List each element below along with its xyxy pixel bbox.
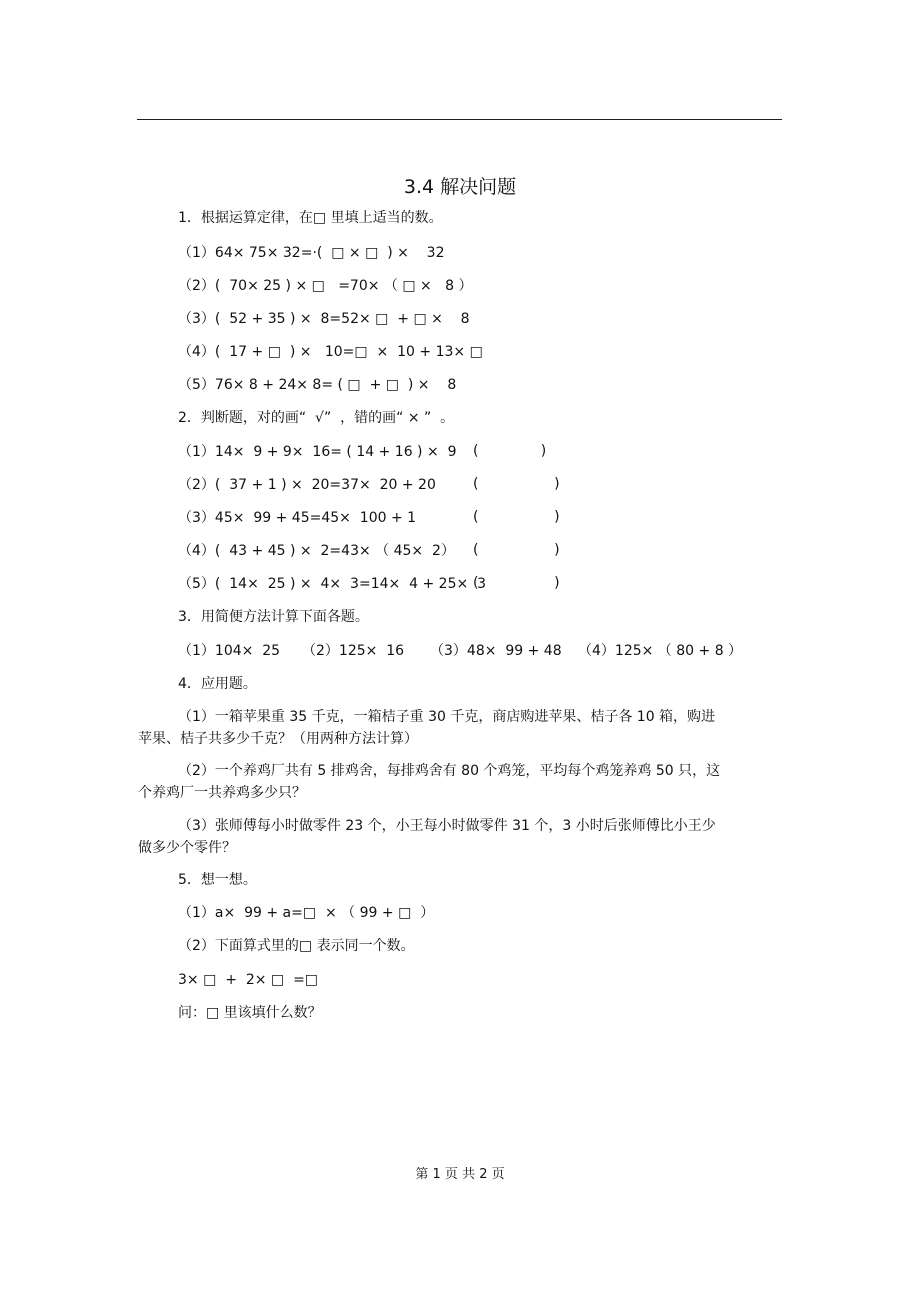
section2-answer-blank-5: ( ) — [473, 575, 560, 591]
section4-heading: 4．应用题。 — [178, 676, 257, 692]
section1-item-3: （3）( 52 + 35 ) × 8=52× □ + □ × 8 — [178, 311, 470, 327]
section2-answer-blank-1: ( ) — [473, 443, 547, 459]
section1-item-1: （1）64× 75× 32=·( □ × □ ) × 32 — [178, 245, 445, 261]
section4-problem-1-line1: （1）一箱苹果重 35 千克，一箱桔子重 30 千克，商店购进苹果、桔子各 10 箱，购进 — [178, 709, 716, 725]
section4-problem-3 — [138, 815, 782, 859]
section3-item-4: （4）125× （ 80 + 8 ） — [578, 643, 743, 659]
page-footer: 第 1 页 共 2 页 — [415, 1167, 505, 1182]
section2-item-2: （2）( 37 + 1 ) × 20=37× 20 + 20 — [178, 477, 436, 493]
section4-problem-3-line1: （3）张师傅每小时做零件 23 个，小王每小时做零件 31 个，3 小时后张师傅比小王少 — [178, 818, 716, 834]
section4-problem-2-line2: 个养鸡厂一共养鸡多少只？ — [138, 785, 306, 801]
section1-item-4: （4）( 17 + □ ) × 10=□ × 10 + 13× □ — [178, 344, 483, 360]
section3-item-3: （3）48× 99 + 48 — [430, 643, 562, 659]
section2-item-3: （3）45× 99 + 45=45× 100 + 1 — [178, 510, 417, 526]
section3-heading: 3．用简便方法计算下面各题。 — [178, 609, 369, 625]
section2-answer-blank-2: ( ) — [473, 476, 560, 492]
section2-item-4: （4）( 43 + 45 ) × 2=43× （ 45× 2） — [178, 543, 455, 559]
section5-item-1: （1）a× 99 + a=□ × （ 99 + □ ） — [178, 905, 435, 921]
section5-item-2: （2）下面算式里的□ 表示同一个数。 — [178, 938, 415, 954]
section2-item-1: （1）14× 9 + 9× 16= ( 14 + 16 ) × 9 — [178, 444, 457, 460]
section2-answer-blank-4: ( ) — [473, 542, 560, 558]
section1-item-5: （5）76× 8 + 24× 8= ( □ + □ ) × 8 — [178, 377, 457, 393]
section2-item-5: （5）( 14× 25 ) × 4× 3=14× 4 + 25× 3 — [178, 576, 487, 592]
section2-heading: 2．判断题，对的画“ √” ，错的画“ × ” 。 — [178, 410, 455, 426]
section4-problem-2-line1: （2）一个养鸡厂共有 5 排鸡舍，每排鸡舍有 80 个鸡笼，平均每个鸡笼养鸡 50 只，这 — [178, 763, 721, 779]
section5-heading: 5．想一想。 — [178, 872, 257, 888]
page-title: 3.4 解决问题 — [403, 176, 517, 198]
section2-answer-blank-3: ( ) — [473, 509, 560, 525]
section4-problem-1 — [138, 706, 782, 750]
section4-problem-1-line2: 苹果、桔子共多少千克？（用两种方法计算） — [138, 731, 418, 747]
section5-equation: 3× □ + 2× □ =□ — [178, 972, 319, 988]
section5-question: 问：□ 里该填什么数？ — [178, 1005, 322, 1021]
section3-item-2: （2）125× 16 — [302, 643, 405, 659]
section1-heading: 1．根据运算定律，在□ 里填上适当的数。 — [178, 210, 443, 226]
header-rule — [137, 119, 782, 120]
section4-problem-2 — [138, 760, 782, 804]
section3-item-1: （1）104× 25 — [178, 643, 281, 659]
section1-item-2: （2）( 70× 25 ) × □ =70× （ □ × 8 ） — [178, 278, 473, 294]
section4-problem-3-line2: 做多少个零件？ — [138, 840, 236, 856]
